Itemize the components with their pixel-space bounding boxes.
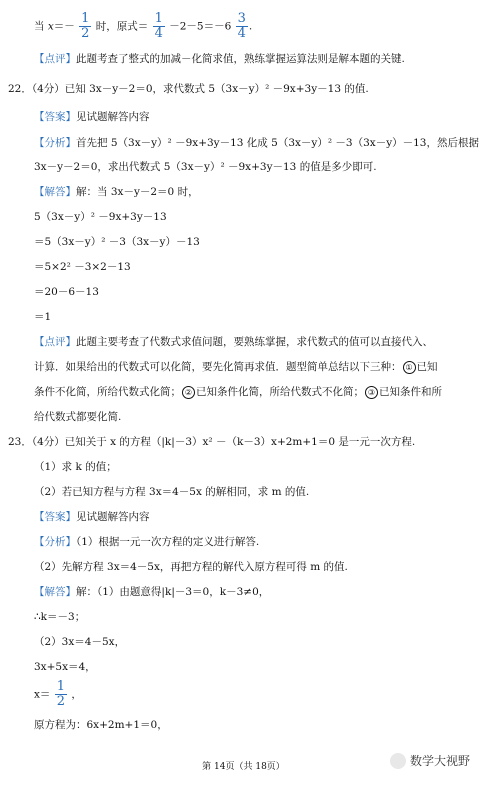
line-24: ∴k＝－3； [34,611,86,623]
line-2: 【点评】此题考查了整式的加减－化简求值，熟练掌握运算法则是解本题的关键. [34,53,405,65]
line-4: 【答案】见试题解答内容 [34,111,150,123]
fraction: $\frac{1}{2}$ [81,11,90,41]
line-13: 【点评】此题主要考查了代数式求值问题，要熟练掌握，求代数式的值可以直接代入、 [34,336,433,348]
line-20: 【答案】见试题解答内容 [34,511,150,523]
line-11: ＝20－6－13 [34,286,99,298]
line-26: 3x+5x＝4， [34,661,96,673]
line-8: 5（3x－y）² －9x+3y－13 [34,211,167,223]
line-21: 【分析】（1）根据一元一次方程的定义进行解答. [34,536,260,548]
line-17: 23．（4分）已知关于 x 的方程（|k|－3）x² －（k－3）x+2m+1＝0 是一元一次方程. [8,436,416,448]
line-5: 【分析】首先把 5（3x－y）² －9x+3y－13 化成 5（3x－y）² －3（3x－y）－13，然后根据 [34,137,479,149]
line-16: 给代数式都要化简. [34,411,122,423]
line-18: （1）求 k 的值； [34,461,117,473]
line-27: x＝ $\frac{1}{2}$ ， [34,679,82,709]
page-footer: 第 14页（共 18页） [202,762,285,772]
line-1: 当 x＝－ $\frac{1}{2}$ 时，原式＝ $\frac{1}{4}$ －2－5＝－6 $\frac{3}{4}$ . [34,11,253,41]
line-28: 原方程为：6x+2m+1＝0， [34,719,168,731]
line-7: 【解答】解：当 3x－y－2＝0 时， [34,186,199,198]
line-15: 条件不化简，所给代数式化简； ② 已知条件化简，所给代数式不化简； ③ 已知条件和所 [34,386,442,398]
line-22: （2）先解方程 3x＝4－5x，再把方程的解代入原方程可得 m 的值. [34,561,348,573]
wechat-icon [390,753,406,769]
fraction: $\frac{3}{4}$ [237,11,246,41]
line-10: ＝5×2² －3×2－13 [34,261,131,273]
line-12: ＝1 [34,311,52,323]
line-14: 计算．如果给出的代数式可以化简，要先化简再求值．题型简单总结以下三种： ① 已知 [34,361,438,373]
line-3: 22．（4分）已知 3x－y－2＝0，求代数式 5（3x－y）² －9x+3y－13 的值. [8,83,369,95]
line-6: 3x－y－2＝0，求出代数式 5（3x－y）² －9x+3y－13 的值是多少即可. [34,161,377,173]
line-23: 【解答】解：（1）由题意得|k|－3＝0，k－3≠0， [34,586,270,598]
fraction: $\frac{1}{2}$ [56,679,66,709]
line-19: （2）若已知方程与方程 3x＝4－5x 的解相同，求 m 的值. [34,486,310,498]
fraction: $\frac{1}{4}$ [154,11,163,41]
watermark: 数学大视野 [390,752,470,769]
line-25: （2）3x＝4－5x， [34,636,126,648]
line-9: ＝5（3x－y）² －3（3x－y）－13 [34,236,200,248]
